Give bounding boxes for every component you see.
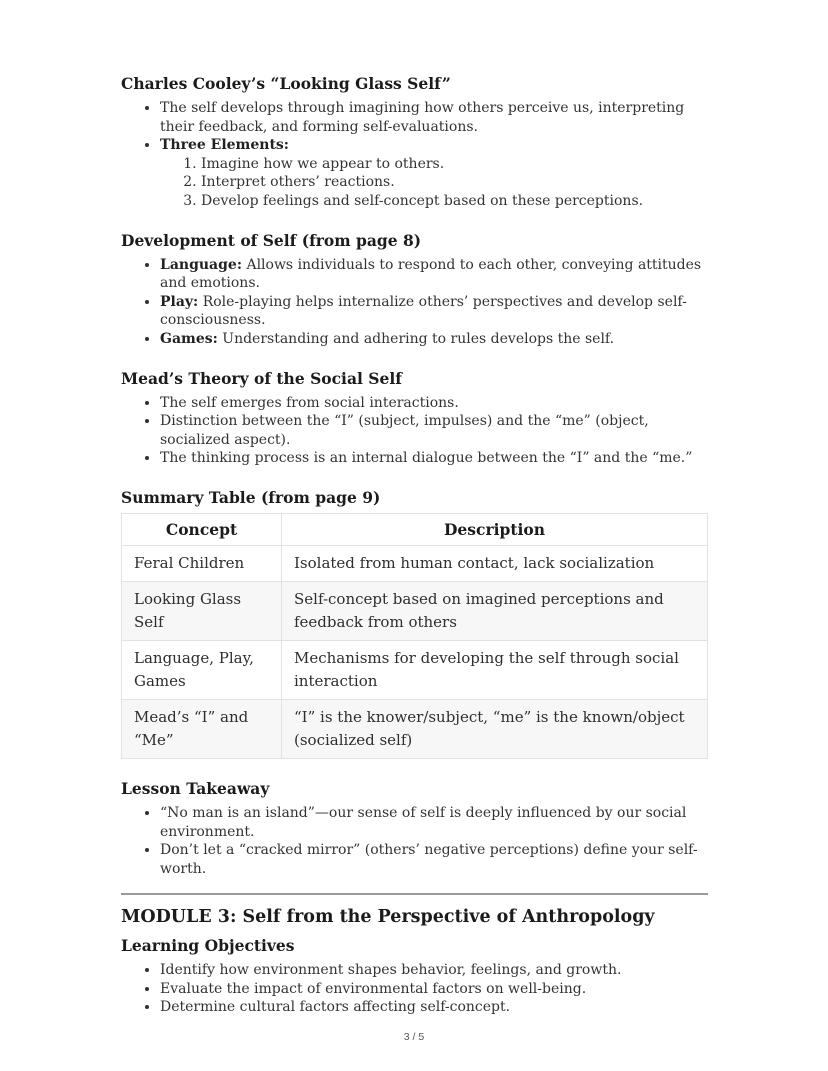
list-item-text: “No man is an island”—our sense of self is deeply influenced by our social environment.	[160, 804, 687, 840]
list-item-text: Identify how environment shapes behavior, feelings, and growth.	[160, 962, 622, 979]
table-header-row	[122, 513, 708, 545]
section-heading-objectives: Learning Objectives	[121, 936, 295, 956]
section-cooley	[121, 74, 708, 211]
list-item-lead: Language:	[160, 256, 242, 273]
list-item	[160, 449, 708, 468]
table-row	[122, 699, 708, 758]
numbered-list	[160, 155, 708, 211]
section-summary-table	[121, 488, 708, 759]
list-item	[160, 394, 708, 413]
list-item	[160, 841, 708, 878]
table-cell-concept: Mead’s “I” and “Me”	[122, 699, 282, 758]
section-mead	[121, 369, 708, 468]
section-module-3	[121, 906, 708, 1017]
list-item-text: The thinking process is an internal dialogue between the “I” and the “me.”	[160, 450, 693, 467]
list-item	[160, 961, 708, 980]
table-header-concept: Concept	[122, 513, 282, 545]
table-cell-concept: Language, Play, Games	[122, 640, 282, 699]
table-row	[122, 640, 708, 699]
table-header-description: Description	[282, 513, 708, 545]
list-item-lead: Play:	[160, 293, 199, 310]
table-cell-description: Isolated from human contact, lack socialization	[282, 545, 708, 581]
list-item	[160, 256, 708, 293]
table-cell-concept: Looking Glass Self	[122, 581, 282, 640]
list-item-lead: Games:	[160, 330, 218, 347]
summary-table	[121, 513, 708, 759]
table-row	[122, 581, 708, 640]
list-item	[160, 293, 708, 330]
list-item	[160, 980, 708, 999]
bullet-list	[121, 99, 708, 211]
bullet-list	[121, 961, 708, 1017]
list-item-text: Evaluate the impact of environmental factors on well-being.	[160, 980, 587, 997]
list-item	[160, 99, 708, 136]
list-item-text: Don’t let a “cracked mirror” (others’ negative perceptions) define your self-worth.	[160, 842, 698, 877]
list-item-text: The self develops through imagining how others perceive us, interpreting their feedback, and forming self-evaluations.	[160, 100, 685, 135]
table-row	[122, 545, 708, 581]
list-item	[160, 804, 708, 841]
section-heading-development: Development of Self (from page 8)	[121, 230, 422, 250]
bullet-list	[121, 394, 708, 468]
section-heading-summary: Summary Table (from page 9)	[121, 487, 381, 507]
table-cell-description: “I” is the knower/subject, “me” is the known/object (socialized self)	[282, 699, 708, 758]
list-item	[160, 412, 708, 449]
section-development	[121, 231, 708, 349]
section-heading-mead: Mead’s Theory of the Social Self	[121, 368, 402, 388]
list-item-text: Understanding and adhering to rules develops the self.	[222, 330, 615, 347]
section-takeaway	[121, 779, 708, 878]
list-item	[160, 136, 708, 210]
numbered-item: 2. Interpret others’ reactions.	[201, 173, 708, 192]
table-cell-description: Self-concept based on imagined perceptions and feedback from others	[282, 581, 708, 640]
table-cell-concept: Feral Children	[122, 545, 282, 581]
list-item-text: Determine cultural factors affecting self-concept.	[160, 999, 511, 1016]
list-item-text: Distinction between the “I” (subject, impulses) and the “me” (object, socialized aspect).	[160, 413, 649, 448]
list-item-text: The self emerges from social interactions.	[160, 394, 459, 411]
list-item-text: Role-playing helps internalize others’ perspectives and develop self-consciousness.	[160, 293, 687, 329]
bullet-list	[121, 804, 708, 878]
list-item	[160, 998, 708, 1017]
section-heading-cooley: Charles Cooley’s “Looking Glass Self”	[121, 74, 451, 93]
numbered-item: 1. Imagine how we appear to others.	[201, 155, 708, 174]
list-item	[160, 330, 708, 349]
numbered-item: 3. Develop feelings and self-concept based on these perceptions.	[201, 192, 708, 211]
module-3-heading: MODULE 3: Self from the Perspective of Anthropology	[121, 907, 655, 928]
page-number: 3 / 5	[403, 1031, 425, 1043]
list-item-text: Allows individuals to respond to each other, conveying attitudes and emotions.	[160, 256, 702, 292]
section-heading-takeaway: Lesson Takeaway	[121, 778, 270, 798]
table-cell-description: Mechanisms for developing the self through social interaction	[282, 640, 708, 699]
bullet-list	[121, 256, 708, 349]
list-item-lead: Three Elements:	[160, 137, 289, 154]
section-divider	[121, 893, 708, 895]
